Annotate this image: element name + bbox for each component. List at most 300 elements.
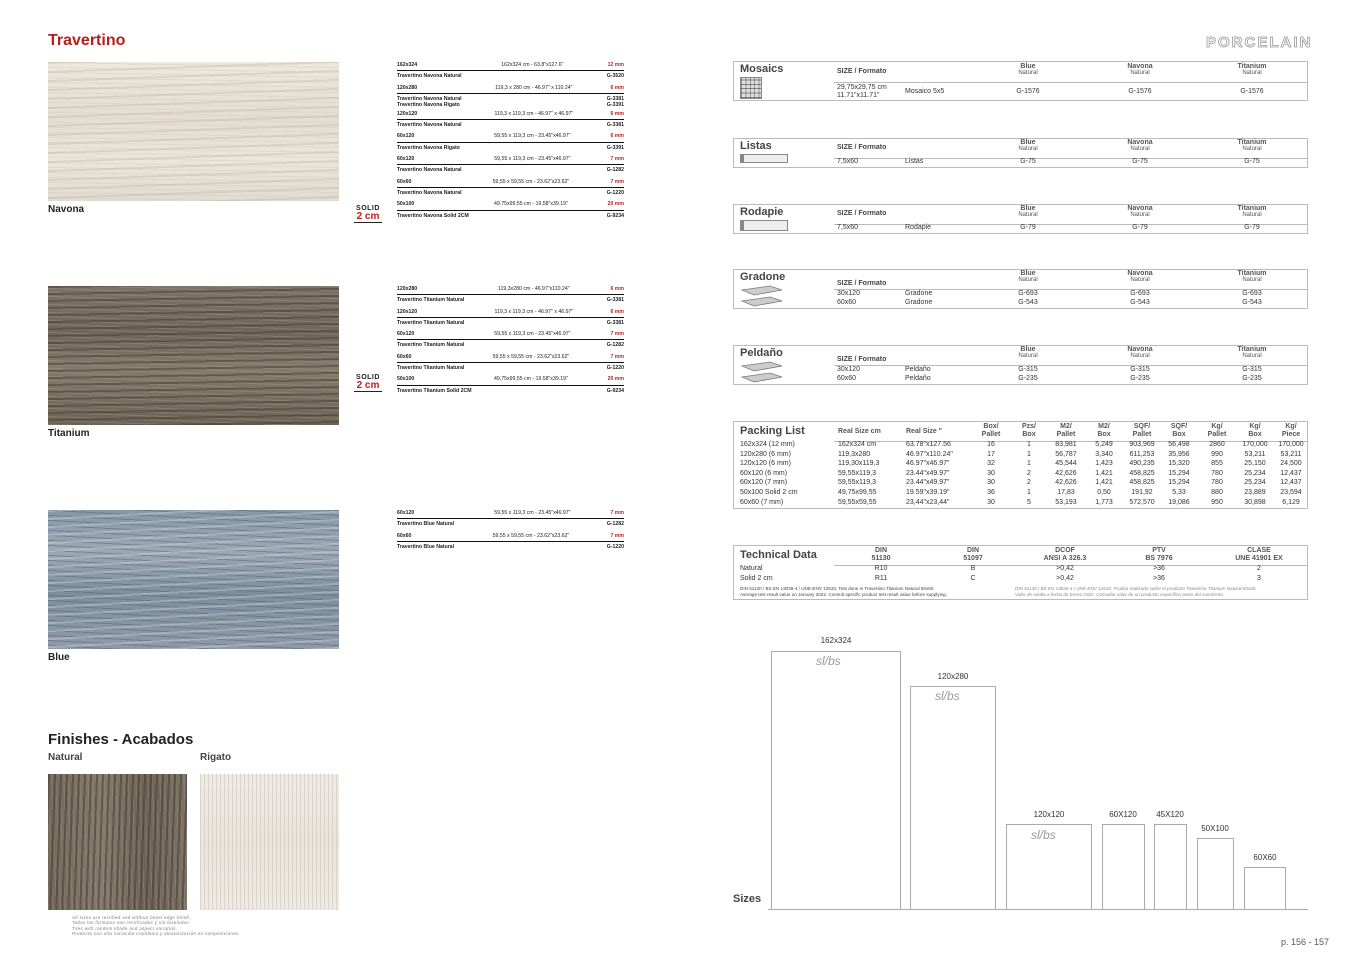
packing-header: Real Size cm [838,428,881,435]
packing-cell: 25,234 [1244,469,1266,477]
packing-cell: 46.97"x46.97" [906,460,950,468]
packing-cell: 5 [1027,498,1031,506]
packing-cell: 1 [1027,450,1031,458]
packing-cell: 119,30x119,3 [838,460,880,468]
packing-cell: 2 [1027,469,1031,477]
blue-spec-list [397,508,624,553]
packing-cell: 780 [1211,469,1223,477]
spec-model-name: Travertino Navona Natural [397,122,462,129]
code-cell: G-315 [1130,366,1150,373]
technical-header: CLASE UNE 41901 EX [1235,547,1283,562]
packing-cell: 120x120 (6 mm) [740,460,791,468]
packing-cell: 59,55x119,3 [838,469,877,477]
spec-size-row [397,83,624,94]
technical-data-title: Technical Data [740,549,817,561]
packing-header: Pzs/ Box [1021,423,1036,438]
technical-cell: >0,42 [1056,565,1074,572]
packing-list-title: Packing List [740,425,805,437]
spec-dimensions: 119,3 x 280 cm - 46.97" x 110.24" [495,84,573,91]
spec-thickness: 7 mm [610,510,624,516]
packing-cell: 880 [1211,489,1223,496]
slabs-logo: sl/bs [816,654,841,668]
packing-cell: 1,421 [1095,479,1113,487]
packing-header: SQF/ Pallet [1132,423,1152,438]
spec-model-row [397,542,624,553]
code-cell: G-693 [1242,290,1262,297]
spec-dimensions: 59,55 x 119,3 cm - 23.45"x46.97" [494,331,571,338]
spec-model-name: Travertino Navona Solid 2CM [397,212,469,219]
packing-cell: 19.59"x39.19" [906,489,950,496]
packing-cell: 990 [1211,450,1223,458]
technical-header: DIN 51130 [871,547,891,562]
col-finish: Natural [1242,70,1262,76]
footnote-line: Todos los formatos son rectificados y sin biselados. [72,920,191,926]
packing-cell: 53,211 [1244,450,1266,458]
size-header: SIZE / Formato [837,210,887,217]
spec-model-row [397,143,624,154]
packing-cell: 23,594 [1280,489,1302,496]
technical-note: Valor de media a fecha de Enero 2022. Consultar valor de un producto específico antes del suministro. [1015,592,1225,597]
solid-badge-bottom: 2 cm [354,381,382,392]
code-cell: G-315 [1242,366,1262,373]
spec-model-code: G-3391 [606,144,624,151]
spec-size-row [397,154,624,165]
packing-cell: 780 [1211,479,1223,487]
spec-dimensions: 162x324 cm - 63.8"x127.6" [501,62,564,68]
spec-dimensions: 59,55 x 119,3 cm - 23.45"x46.97" [494,510,571,516]
packing-cell: 56,787 [1055,450,1077,458]
listas-icon [740,154,788,163]
technical-cell: R10 [874,565,888,572]
packing-cell: 611,253 [1129,450,1155,458]
spec-model-name: Travertino Navona Natural [397,95,462,102]
size-label: 120x280 [937,672,969,681]
navona-label: Navona [48,204,85,215]
packing-cell: 36 [987,489,995,496]
spec-dimensions: 49,75x99,55 cm - 19.58"x39.19" [494,201,568,208]
spec-model-name: Travertino Navona Natural [397,73,462,80]
size-cell: 30x120 [837,290,860,297]
size-60x120 [1102,824,1145,909]
slabs-logo: sl/bs [935,689,960,703]
technical-data-table [733,545,1308,600]
spec-model-row [397,71,624,82]
spec-size: 60x120 [397,133,415,140]
spec-thickness: 6 mm [610,308,624,315]
size-cell: 60x60 [837,299,857,306]
code-cell: G-79 [1244,224,1260,231]
code-cell: G-75 [1132,158,1148,165]
desc-cell: Gradone [905,299,933,306]
packing-cell: 23.44"x49.97" [906,469,950,477]
listas-table: Listas SIZE / Formato Blue Natural Navona Natural Titanium Natural 7,5x60 Listas G-75 G-75 G-75 [733,138,1308,168]
code-cell: G-75 [1020,158,1036,165]
packing-cell: 35,956 [1168,450,1190,458]
technical-cell: R11 [874,574,888,582]
spec-model-row [397,386,624,397]
packing-header: M2/ Box [1097,423,1111,438]
spec-model-code: G-1282 [606,521,624,528]
gradone-title: Gradone [740,271,786,283]
spec-model-code: G-1220 [606,365,624,372]
packing-header: Box/ Pallet [981,423,1001,438]
code-cell: G-75 [1244,158,1260,165]
spec-size: 60x60 [397,353,412,360]
packing-cell: 19,086 [1168,498,1190,506]
packing-header: Kg/ Box [1248,423,1262,438]
packing-cell: 23,44"x23,44" [906,498,950,506]
packing-cell: 59,55x119,3 [838,479,877,487]
size-45x120 [1154,824,1187,909]
spec-size-row [397,531,624,542]
packing-cell: 950 [1211,498,1223,506]
finish-rigato-image [200,774,339,910]
spec-model-row [397,188,624,199]
sizes-baseline [768,909,1308,910]
packing-cell: 49,75x99,55 [838,489,877,496]
technical-row-label: Natural [740,565,763,572]
packing-cell: 46.97"x110.24" [906,450,953,458]
spec-dimensions: 59,55 x 119,3 cm - 23.45"x46.97" [494,133,571,140]
packing-cell: 42,626 [1055,479,1077,487]
code-cell: G-543 [1130,299,1150,306]
spec-thickness: 7 mm [610,331,624,338]
titanium-label: Titanium [48,428,90,439]
spec-thickness: 7 mm [610,156,624,163]
size-162x324 [771,651,901,909]
packing-cell: 30 [987,479,995,487]
packing-cell: 53,211 [1280,450,1302,458]
code-cell: G-235 [1130,375,1150,382]
packing-cell: 53,193 [1055,498,1077,506]
solid-2cm-badge [354,374,382,392]
footnote-line: All sizes are rectified and without bevel edge finish. [72,915,191,920]
spec-thickness: 7 mm [610,178,624,185]
packing-cell: 25,150 [1244,460,1266,468]
spec-model-row [397,295,624,306]
mosaic-size: 29,75x29,75 cm 11.71"x11.71" [837,84,887,99]
spec-model-name: Travertino Blue Natural [397,521,455,528]
packing-cell: 15,320 [1168,460,1190,468]
packing-cell: 42,626 [1055,469,1077,477]
spec-size-row [397,131,624,142]
finish-natural-image [48,774,187,910]
packing-cell: 24,500 [1280,460,1302,468]
packing-cell: 1,423 [1095,460,1113,468]
solid-badge-bottom: 2 cm [354,212,382,223]
spec-model-name: Travertino Blue Natural [397,543,455,550]
technical-note: DIN 51130 / BS EN 13036-4 / UNE-ENV 12633. Test done in Travertino Titanium Natural 60x60. [740,586,935,591]
slabs-logo: sl/bs [1031,828,1056,842]
packing-cell: 1,421 [1095,469,1113,477]
technical-cell: 3 [1257,574,1261,582]
packing-cell: 162x324 cm [838,441,877,448]
technical-header: DCOF ANSI A 326.3 [1043,547,1087,562]
spec-model-code: G-1282 [606,167,624,174]
technical-cell: >0,42 [1056,574,1074,582]
packing-cell: 60x60 (7 mm) [740,498,784,506]
spec-thickness: 6 mm [610,133,624,140]
size-cell: 60x60 [837,375,857,382]
packing-cell: 23.44"x49.97" [906,479,950,487]
solid-badge-top: SOLID [356,205,380,212]
spec-size: 120x280 [397,84,418,91]
col-navona: Navona [1127,63,1153,70]
packing-header: Kg/ Pallet [1207,423,1227,438]
packing-cell: 17 [987,450,995,458]
code-cell: G-235 [1018,375,1038,382]
packing-header: M2/ Pallet [1056,423,1076,438]
footnote-line: Producto con alta variación cromática y aleatorización en composiciones. [72,930,241,936]
spec-thickness: 12 mm [607,62,624,68]
packing-cell: 855 [1211,460,1223,468]
technical-cell: C [970,574,976,582]
packing-header: SQF/ Box [1170,423,1188,438]
blue-tile-image [48,510,339,649]
packing-cell: 59,55x59,55 [838,498,877,506]
spec-thickness: 20 mm [607,201,624,208]
mosaics-title: Mosaics [740,63,784,75]
spec-dimensions: 59,55 x 59,55 cm - 23.62"x23.62" [492,532,570,539]
packing-cell: 458,825 [1129,479,1155,487]
spec-model-code: G-3381 [606,319,624,326]
desc-cell: Gradone [905,290,933,297]
packing-cell: 23,889 [1244,489,1266,496]
code-cell: G-543 [1242,299,1262,306]
size-50x100 [1197,838,1234,909]
packing-cell: 60x120 (6 mm) [740,469,788,477]
packing-cell: 30 [987,469,995,477]
size-60x60 [1244,867,1286,909]
spec-model-name: Travertino Titanium Natural [397,342,465,349]
packing-cell: 120x280 (6 mm) [740,450,791,458]
spec-size-row [397,284,624,295]
packing-cell: 45,544 [1055,460,1077,468]
spec-size: 50x100 [397,201,415,208]
packing-cell: 30,898 [1244,498,1266,506]
technical-row-label: Solid 2 cm [740,574,773,582]
spec-model-code: G-9234 [606,212,624,219]
packing-cell: 1,773 [1095,498,1113,506]
size-cell: 7,5x60 [837,224,859,231]
col-finish: Natural [1018,70,1038,76]
spec-model-code: G-3381 [606,297,624,304]
spec-size-row [397,374,624,385]
size-header: SIZE / Formato [837,280,887,287]
spec-size: 120x280 [397,286,418,292]
desc-cell: Rodapie [905,224,932,231]
spec-model-name: Travertino Navona Natural [397,189,462,196]
packing-list-table [733,421,1308,509]
spec-size: 60x60 [397,178,412,185]
brand-title: PORCELAIN [1206,34,1313,51]
code-cell: G-79 [1132,224,1148,231]
packing-cell: 15,294 [1168,479,1190,487]
packing-cell: 1 [1027,489,1031,496]
size-label: 50X100 [1201,824,1229,833]
desc-cell: Listas [905,158,924,165]
spec-thickness: 6 mm [610,286,624,292]
spec-dimensions: 59,55 x 59,55 cm - 23.62"x23.62" [492,178,570,185]
packing-cell: 32 [987,460,995,468]
spec-model-code: G-3391 [606,101,624,108]
spec-size-row [397,329,624,340]
packing-cell: 5,249 [1095,441,1113,448]
spec-model-code: G-1220 [606,543,624,550]
finish-rigato-label: Rigato [200,752,232,763]
packing-header: Kg/ Piece [1281,423,1301,438]
spec-model-name: Travertino Titanium Natural [397,297,465,304]
spec-model-code: G-3381 [606,95,624,102]
spec-dimensions: 119,3 x 119,3 cm - 46.97" x 46.97" [494,110,574,117]
technical-cell: 2 [1257,565,1261,572]
spec-model-name: Travertino Navona Natural [397,167,462,174]
technical-cell: >36 [1153,574,1165,582]
listas-title: Listas [740,140,772,152]
page-title: Travertino [48,32,126,49]
size-label: 120x120 [1033,810,1065,819]
peldano-title: Peldaño [740,347,783,359]
code-cell: G-1576 [1128,88,1152,95]
spec-model-code: G-9234 [606,387,624,394]
packing-cell: 490,235 [1129,460,1155,468]
spec-size: 162x324 [397,62,418,68]
spec-model-code: G-1220 [606,189,624,196]
spec-size: 60x120 [397,510,415,516]
technical-note: DIN 51130 / BS EN 13036-4 / UNE-ENV 12633. Prueba realizada sobre el producto Travertino Titanium Natural 60x60. [1015,586,1257,591]
step-icon [740,360,784,384]
spec-thickness: 7 mm [610,353,624,360]
spec-model-name: Travertino Navona Rigato [397,144,460,151]
spec-size: 60x120 [397,156,415,163]
spec-dimensions: 49,75x99,55 cm - 19.58"x39.19" [494,376,568,383]
spec-size-row [397,307,624,318]
technical-header: PTV BS 7976 [1145,547,1173,562]
code-cell: G-1576 [1016,88,1040,95]
code-cell: G-79 [1020,224,1036,231]
titanium-tile-image [48,286,339,425]
size-label: 60X120 [1109,810,1137,819]
col-finish: Natural [1130,70,1150,76]
spec-size: 120x120 [397,110,418,117]
mosaics-table [733,61,1308,101]
packing-cell: 25,234 [1244,479,1266,487]
spec-thickness: 20 mm [607,376,624,383]
packing-cell: 17,83 [1057,489,1075,496]
spec-dimensions: 119,3 x 119,3 cm - 46.97" x 46.97" [494,308,574,315]
technical-header: DIN 51097 [963,547,983,562]
packing-cell: 2860 [1209,441,1225,448]
technical-cell: B [970,565,976,572]
spec-thickness: 6 mm [610,110,624,117]
packing-cell: 119,3x280 [838,450,871,458]
solid-badge-top: SOLID [356,374,380,381]
packing-cell: 572,570 [1129,498,1155,506]
size-120x280 [910,686,996,909]
step-icon [740,284,784,308]
packing-cell: 50x100 Solid 2 cm [740,489,798,496]
packing-cell: 60x120 (7 mm) [740,479,788,487]
packing-cell: 56,498 [1168,441,1190,448]
code-cell: G-235 [1242,375,1262,382]
packing-cell: 2 [1027,479,1031,487]
spec-model-code: G-3381 [606,122,624,129]
spec-size: 120x120 [397,308,418,315]
spec-dimensions: 59,55 x 119,3 cm - 23.45"x46.97" [494,156,571,163]
packing-cell: 30 [987,498,995,506]
spec-size-row [397,199,624,210]
size-header: SIZE / Formato [837,356,887,363]
spec-size-row [397,177,624,188]
packing-cell: 170,000 [1278,441,1304,448]
rodapie-icon [740,220,788,231]
navona-spec-list [397,60,624,222]
size-label: 45X120 [1156,810,1184,819]
spec-size-row [397,109,624,120]
code-cell: G-693 [1130,290,1150,297]
rodapie-title: Rodapie [740,206,784,218]
spec-size: 60x60 [397,532,412,539]
navona-tile-image [48,62,339,201]
size-cell: 7,5x60 [837,158,859,165]
packing-cell: 15,294 [1168,469,1190,477]
packing-header: Real Size " [906,428,943,435]
spec-size-row [397,352,624,363]
spec-thickness: 7 mm [610,532,624,539]
spec-model-row [397,318,624,329]
footnote [72,915,240,936]
spec-model-name: Travertino Titanium Solid 2CM [397,387,472,394]
packing-cell: 83,981 [1055,441,1077,448]
size-cell: 30x120 [837,366,860,373]
spec-thickness: 6 mm [610,84,624,91]
spec-size: 60x120 [397,331,415,338]
code-cell: G-1576 [1240,88,1264,95]
spec-model-name: Travertino Titanium Natural [397,319,465,326]
technical-note: Average test result value on January 2022. Consult specific product test result value before supplying. [740,592,948,597]
spec-size-row [397,508,624,519]
technical-cell: >36 [1153,565,1165,572]
gradone-table: Gradone SIZE / Formato Blue Natural Navona Natural Titanium Natural 30x120 Gradone G-693 G-693 G-693 60x60 Gradone G-543 G-543 G-543 [733,269,1308,309]
finish-natural-label: Natural [48,752,83,763]
packing-cell: 458,825 [1129,469,1155,477]
packing-cell: 903,969 [1129,441,1155,448]
spec-model-row [397,165,624,176]
packing-cell: 5,33 [1172,489,1186,496]
packing-cell: 0,50 [1097,489,1111,496]
spec-size-row [397,60,624,71]
code-cell: G-543 [1018,299,1038,306]
footnote-line: Tiles with random shade and aspect variation. [72,925,178,931]
desc-cell: Peldaño [905,366,931,373]
packing-cell: 16 [987,441,995,448]
packing-cell: 12,437 [1280,469,1302,477]
peldano-table: Peldaño SIZE / Formato Blue Natural Navona Natural Titanium Natural 30x120 Peldaño G-315 G-315 G-315 60x60 Peldaño G-235 G-235 G-235 [733,345,1308,385]
solid-2cm-badge [354,205,382,223]
packing-cell: 1 [1027,460,1031,468]
packing-cell: 191,92 [1131,489,1153,496]
spec-model-row [397,340,624,351]
desc-cell: Peldaño [905,375,931,382]
blue-label: Blue [48,652,70,663]
spec-model-code: G-3520 [606,73,624,80]
packing-cell: 63.78"x127.56 [906,441,951,448]
page-number: p. 156 - 157 [1281,937,1330,947]
size-header: SIZE / Formato [837,144,887,151]
spec-model-code: G-1282 [606,342,624,349]
sizes-title: Sizes [733,893,762,905]
size-label: 60X60 [1253,853,1277,862]
